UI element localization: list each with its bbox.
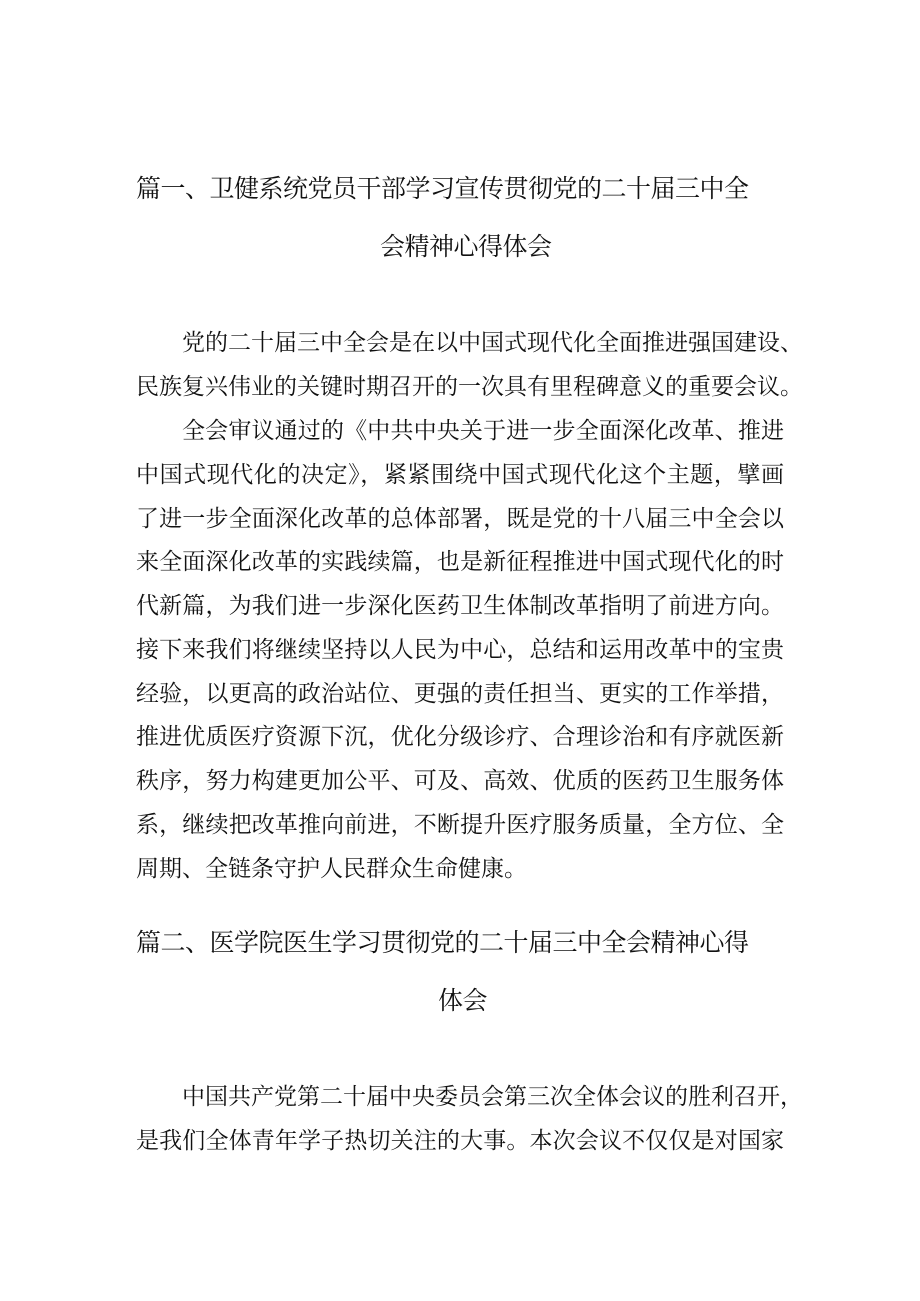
section-1-paragraph-line: 经验，以更高的政治站位、更强的责任担当、更实的工作举措， bbox=[136, 681, 784, 707]
section-1-paragraph-line: 来全面深化改革的实践续篇，也是新征程推进中国式现代化的时 bbox=[136, 549, 784, 575]
section-1-paragraph-line: 周期、全链条守护人民群众生命健康。 bbox=[136, 856, 527, 882]
section-1-paragraph-line: 党的二十届三中全会是在以中国式现代化全面推进强国建设、 bbox=[182, 330, 803, 356]
section-1-paragraph-line: 民族复兴伟业的关键时期召开的一次具有里程碑意义的重要会议。 bbox=[136, 374, 803, 400]
section-1-paragraph-line: 接下来我们将继续坚持以人民为中心，总结和运用改革中的宝贵 bbox=[136, 637, 784, 663]
section-1-paragraph-line: 了进一步全面深化改革的总体部署，既是党的十八届三中全会以 bbox=[136, 506, 784, 532]
section-1-paragraph-line: 全会审议通过的《中共中央关于进一步全面深化改革、推进 bbox=[182, 418, 784, 444]
section-1-title-line-1: 篇一、卫健系统党员干部学习宣传贯彻党的二十届三中全 bbox=[136, 174, 749, 203]
section-1-paragraph-line: 推进优质医疗资源下沉，优化分级诊疗、合理诊治和有序就医新 bbox=[136, 724, 784, 750]
section-2-title-line-1: 篇二、医学院医生学习贯彻党的二十届三中全会精神心得 bbox=[136, 928, 749, 957]
section-1-paragraph-line: 系，继续把改革推向前进，不断提升医疗服务质量，全方位、全 bbox=[136, 812, 784, 838]
section-1-title-line-2: 会精神心得体会 bbox=[380, 232, 552, 261]
section-1-paragraph-line: 代新篇，为我们进一步深化医药卫生体制改革指明了前进方向。 bbox=[136, 593, 784, 619]
section-2-paragraph-line: 中国共产党第二十届中央委员会第三次全体会议的胜利召开， bbox=[182, 1084, 803, 1110]
section-1-paragraph-line: 秩序，努力构建更加公平、可及、高效、优质的医药卫生服务体 bbox=[136, 768, 784, 794]
section-2-title-line-2: 体会 bbox=[438, 986, 488, 1015]
section-2-paragraph-line: 是我们全体青年学子热切关注的大事。本次会议不仅仅是对国家 bbox=[136, 1128, 784, 1154]
section-1-paragraph-line: 中国式现代化的决定》，紧紧围绕中国式现代化这个主题，擘画 bbox=[136, 462, 784, 488]
